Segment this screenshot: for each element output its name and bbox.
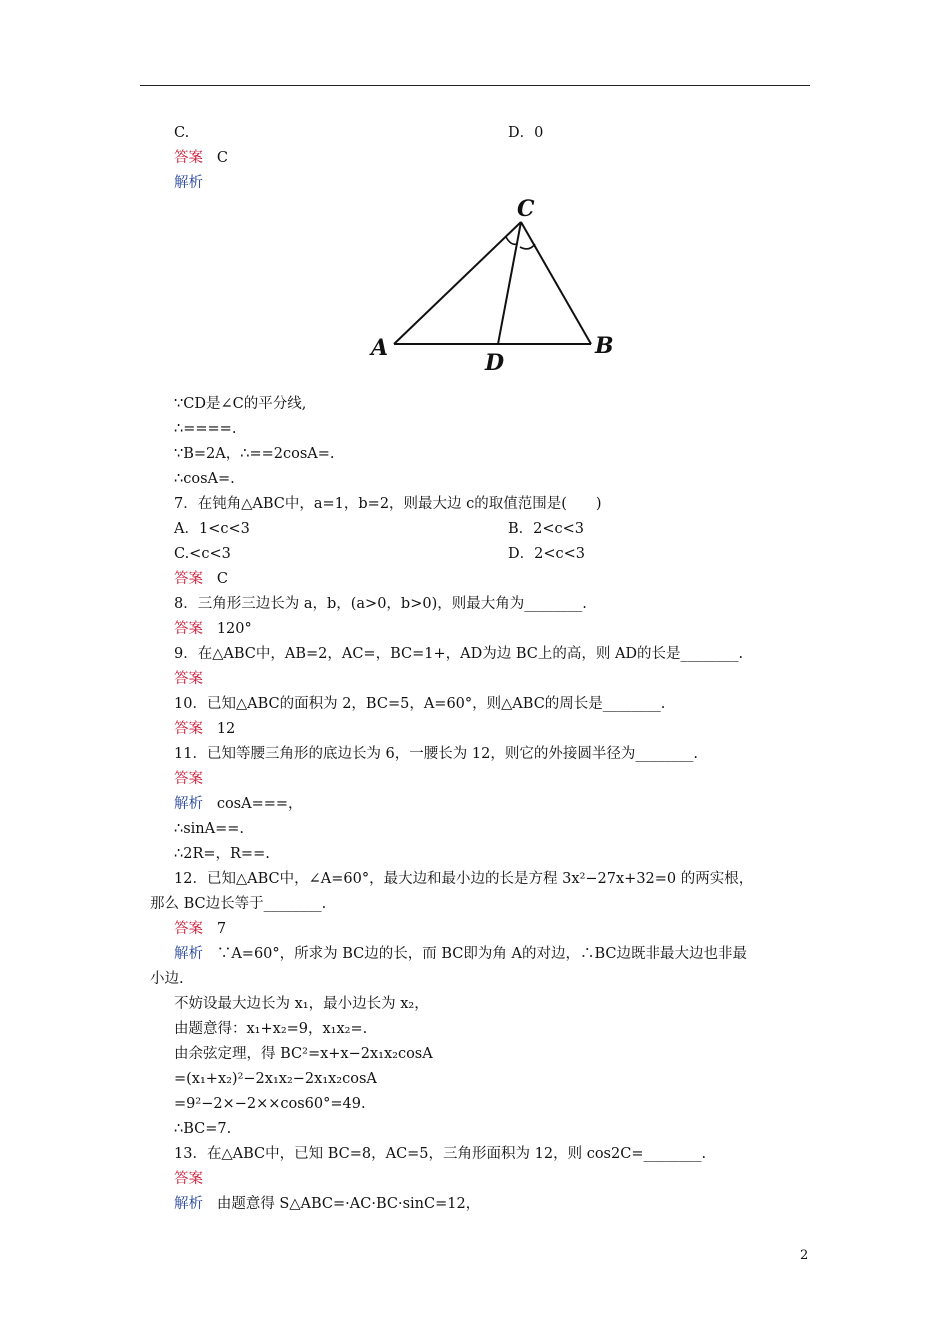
answer-value: C — [216, 150, 228, 166]
solution-line: 不妨设最大边长为 x₁，最小边长为 x₂， — [174, 996, 429, 1012]
analysis-line — [174, 944, 747, 964]
vertex-label-b: B — [595, 333, 614, 359]
solution-line: ∴====. — [174, 421, 237, 437]
page-number: 2 — [800, 1248, 809, 1263]
question-8: 8．三角形三边长为 a，b，(a>0，b>0)，则最大角为________. — [174, 596, 587, 612]
question-11: 11．已知等腰三角形的底边长为 6，一腰长为 12，则它的外接圆半径为________. — [174, 746, 698, 762]
solution-line: ∴cosA=. — [174, 471, 235, 487]
analysis-text: 由题意得 S△ABC=·AC·BC·sinC=12， — [216, 1196, 481, 1212]
side-cb — [521, 222, 591, 344]
analysis-line — [174, 794, 303, 814]
answer-line — [174, 769, 203, 789]
solution-line: 小边. — [150, 971, 184, 987]
solution-line: ∴2R=，R==. — [174, 846, 270, 862]
answer-line — [174, 569, 228, 589]
analysis-line — [174, 1194, 480, 1214]
angle-arc-right — [520, 244, 535, 249]
solution-line: ∴BC=7. — [174, 1121, 232, 1137]
analysis-tag: 解析 — [174, 796, 203, 812]
option-c: C.<c<3 — [174, 546, 231, 562]
question-10: 10．已知△ABC的面积为 2，BC=5，A=60°，则△ABC的周长是________. — [174, 696, 666, 712]
answer-value: 7 — [216, 921, 227, 937]
answer-tag: 答案 — [174, 771, 203, 787]
solution-line: ∵B=2A，∴==2cosA=. — [174, 446, 335, 462]
vertex-label-a: A — [371, 335, 389, 361]
solution-line: 由余弦定理，得 BC²=x+x−2x₁x₂cosA — [174, 1046, 433, 1062]
answer-line — [174, 719, 235, 739]
answer-tag: 答案 — [174, 150, 203, 166]
option-a: A．1<c<3 — [174, 521, 250, 537]
question-7: 7．在钝角△ABC中，a=1，b=2，则最大边 c的取值范围是( ) — [174, 496, 602, 512]
solution-line: ∴sinA==. — [174, 821, 245, 837]
answer-value: 120° — [216, 621, 252, 637]
point-label-d: D — [485, 350, 505, 376]
solution-line: =9²−2×−2××cos60°=49. — [174, 1096, 366, 1112]
answer-tag: 答案 — [174, 921, 203, 937]
answer-line — [174, 619, 252, 639]
question-9: 9．在△ABC中，AB=2，AC=，BC=1+，AD为边 BC上的高，则 AD的长是________. — [174, 646, 744, 662]
option-b: B．2<c<3 — [508, 521, 585, 537]
answer-tag: 答案 — [174, 571, 203, 587]
analysis-tag: 解析 — [174, 1196, 203, 1212]
question-13: 13．在△ABC中，已知 BC=8，AC=5，三角形面积为 12，则 cos2C=________. — [174, 1146, 707, 1162]
question-12-cont: 那么 BC边长等于________. — [150, 896, 327, 912]
analysis-line — [174, 173, 203, 193]
header-rule — [140, 85, 810, 86]
answer-line — [174, 148, 228, 168]
angle-arc-left — [506, 237, 517, 244]
analysis-text: ∵A=60°，所求为 BC边的长，而 BC即为角 A的对边，∴BC边既非最大边也非最 — [216, 946, 748, 962]
triangle-figure — [365, 192, 625, 378]
option-d: D．2<c<3 — [508, 546, 585, 562]
solution-line: =(x₁+x₂)²−2x₁x₂−2x₁x₂cosA — [174, 1071, 377, 1087]
analysis-text: cosA===， — [216, 796, 303, 812]
analysis-tag: 解析 — [174, 175, 203, 191]
answer-value: 12 — [216, 721, 236, 737]
answer-tag: 答案 — [174, 621, 203, 637]
answer-tag: 答案 — [174, 671, 203, 687]
solution-line: ∵CD是∠C的平分线, — [174, 396, 307, 412]
answer-tag: 答案 — [174, 721, 203, 737]
answer-tag: 答案 — [174, 1171, 203, 1187]
answer-line — [174, 919, 226, 939]
answer-value: C — [216, 571, 228, 587]
option-c: C. — [174, 125, 190, 141]
solution-line: 由题意得：x₁+x₂=9，x₁x₂=. — [174, 1021, 368, 1037]
answer-line — [174, 1169, 203, 1189]
vertex-label-c: C — [517, 196, 535, 222]
option-d: D．0 — [508, 125, 544, 141]
analysis-tag: 解析 — [174, 946, 203, 962]
question-12: 12．已知△ABC中，∠A=60°，最大边和最小边的长是方程 3x²−27x+32=0 的两实根， — [174, 871, 754, 887]
answer-line — [174, 669, 203, 689]
